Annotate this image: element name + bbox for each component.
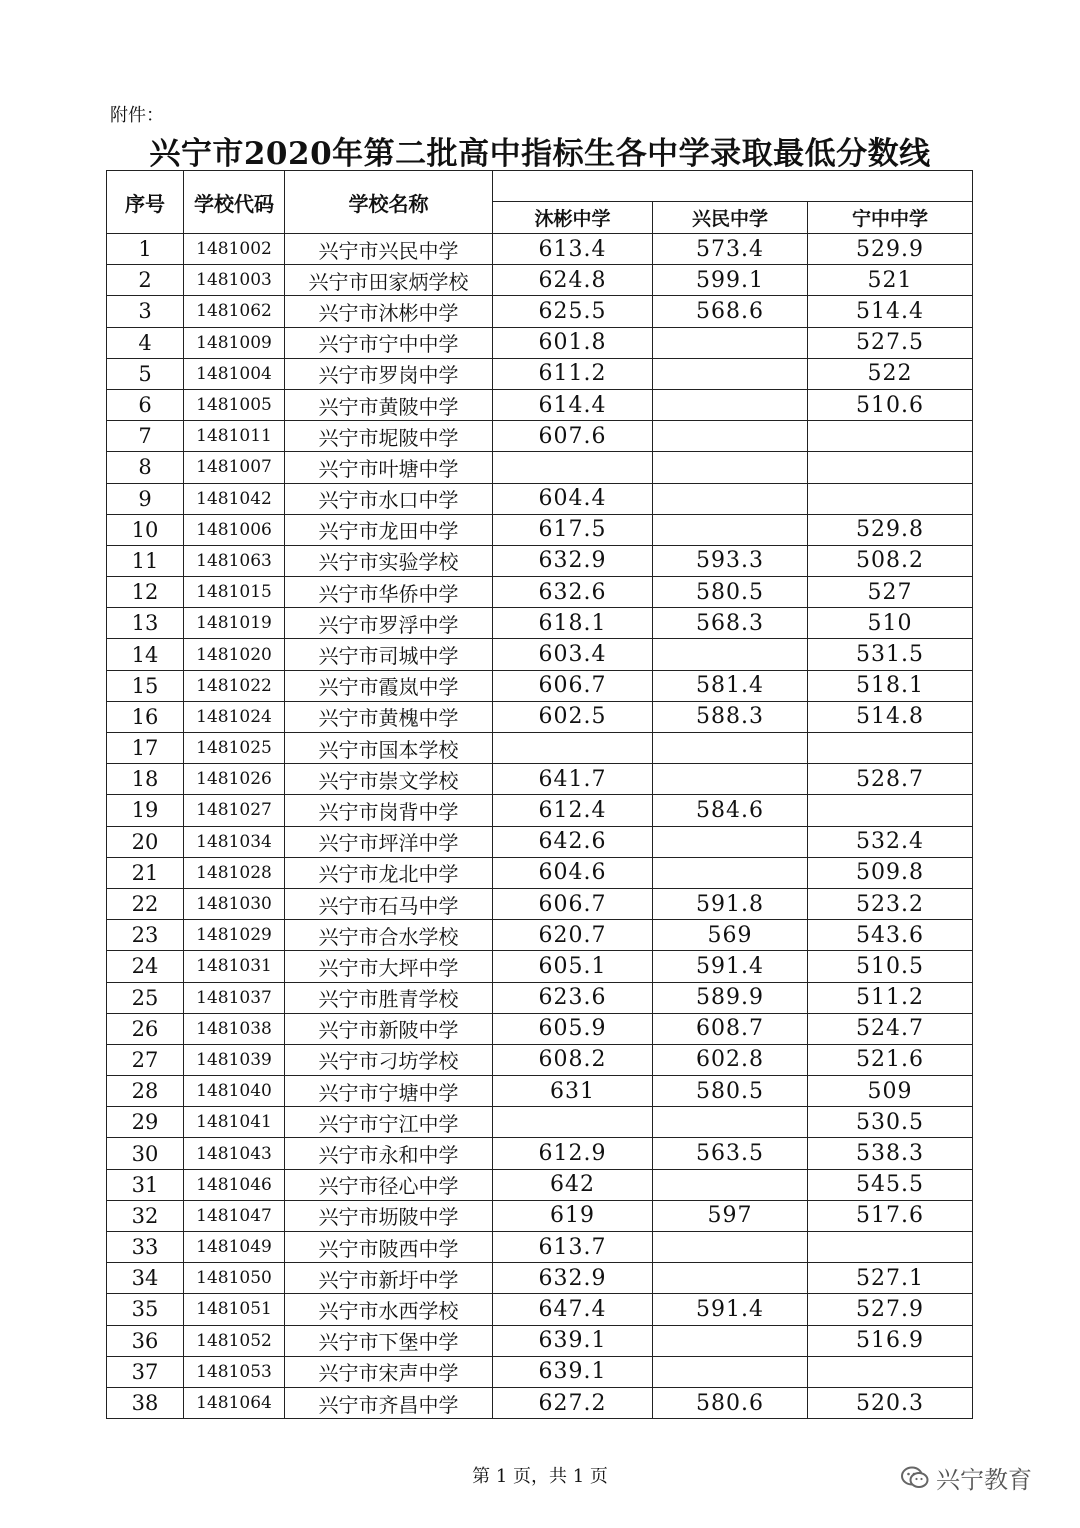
table-row — [107, 639, 973, 670]
score-xingmin — [653, 1356, 808, 1387]
school-name: 兴宁市石马中学 — [285, 888, 493, 919]
row-no: 33 — [107, 1232, 184, 1263]
school-code: 1481042 — [184, 483, 285, 514]
table-row — [107, 1076, 973, 1107]
score-ningzhong: 527.9 — [808, 1294, 973, 1325]
table-row — [107, 545, 973, 576]
school-name: 兴宁市崇文学校 — [285, 764, 493, 795]
score-xingmin: 591.8 — [653, 888, 808, 919]
score-mubin: 608.2 — [493, 1044, 653, 1075]
table-row — [107, 982, 973, 1013]
table-row — [107, 1013, 973, 1044]
score-ningzhong: 527.1 — [808, 1263, 973, 1294]
score-ningzhong: 508.2 — [808, 545, 973, 576]
brand-watermark — [900, 1460, 1032, 1495]
score-mubin: 632.6 — [493, 577, 653, 608]
score-mubin: 614.4 — [493, 389, 653, 420]
score-mubin: 613.4 — [493, 234, 653, 265]
row-no: 3 — [107, 296, 184, 327]
score-xingmin: 568.3 — [653, 608, 808, 639]
row-no: 23 — [107, 920, 184, 951]
header-score-3: 宁中中学 — [808, 202, 973, 234]
score-mubin: 606.7 — [493, 888, 653, 919]
table-row — [107, 1107, 973, 1138]
row-no: 34 — [107, 1263, 184, 1294]
score-ningzhong: 524.7 — [808, 1013, 973, 1044]
school-code: 1481049 — [184, 1232, 285, 1263]
attachment-label: 附件： — [110, 105, 164, 126]
score-ningzhong: 530.5 — [808, 1107, 973, 1138]
row-no: 35 — [107, 1294, 184, 1325]
score-xingmin — [653, 1169, 808, 1200]
score-xingmin: 569 — [653, 920, 808, 951]
school-code: 1481027 — [184, 795, 285, 826]
school-code: 1481038 — [184, 1013, 285, 1044]
score-xingmin: 597 — [653, 1200, 808, 1231]
row-no: 31 — [107, 1169, 184, 1200]
row-no: 14 — [107, 639, 184, 670]
score-ningzhong: 522 — [808, 358, 973, 389]
score-xingmin: 591.4 — [653, 1294, 808, 1325]
school-name: 兴宁市胜青学校 — [285, 982, 493, 1013]
table-row — [107, 483, 973, 514]
school-name: 兴宁市兴民中学 — [285, 234, 493, 265]
score-mubin: 639.1 — [493, 1325, 653, 1356]
score-xingmin: 581.4 — [653, 670, 808, 701]
table-row — [107, 452, 973, 483]
table-row — [107, 1044, 973, 1075]
row-no: 27 — [107, 1044, 184, 1075]
brand-name: 兴宁教育 — [936, 1466, 1032, 1494]
table-row — [107, 421, 973, 452]
row-no: 38 — [107, 1387, 184, 1418]
school-name: 兴宁市宁塘中学 — [285, 1076, 493, 1107]
school-code: 1481019 — [184, 608, 285, 639]
row-no: 6 — [107, 389, 184, 420]
school-name: 兴宁市岗背中学 — [285, 795, 493, 826]
school-name: 兴宁市水西学校 — [285, 1294, 493, 1325]
score-mubin: 617.5 — [493, 514, 653, 545]
score-mubin: 611.2 — [493, 358, 653, 389]
table-row — [107, 1294, 973, 1325]
score-ningzhong: 510 — [808, 608, 973, 639]
school-name: 兴宁市陂西中学 — [285, 1232, 493, 1263]
score-xingmin: 584.6 — [653, 795, 808, 826]
table-row — [107, 514, 973, 545]
school-code: 1481028 — [184, 857, 285, 888]
score-xingmin: 568.6 — [653, 296, 808, 327]
score-ningzhong: 543.6 — [808, 920, 973, 951]
row-no: 20 — [107, 826, 184, 857]
score-xingmin — [653, 421, 808, 452]
row-no: 1 — [107, 234, 184, 265]
row-no: 25 — [107, 982, 184, 1013]
score-xingmin — [653, 1232, 808, 1263]
score-xingmin: 573.4 — [653, 234, 808, 265]
row-no: 8 — [107, 452, 184, 483]
school-name: 兴宁市罗岗中学 — [285, 358, 493, 389]
score-ningzhong: 523.2 — [808, 888, 973, 919]
school-name: 兴宁市齐昌中学 — [285, 1387, 493, 1418]
score-ningzhong: 514.8 — [808, 701, 973, 732]
header-no: 序号 — [107, 171, 184, 234]
row-no: 5 — [107, 358, 184, 389]
table-row — [107, 826, 973, 857]
score-xingmin: 563.5 — [653, 1138, 808, 1169]
score-mubin: 631 — [493, 1076, 653, 1107]
table-row — [107, 920, 973, 951]
school-name: 兴宁市坭陂中学 — [285, 421, 493, 452]
score-xingmin: 589.9 — [653, 982, 808, 1013]
school-code: 1481039 — [184, 1044, 285, 1075]
score-ningzhong — [808, 452, 973, 483]
score-ningzhong: 509 — [808, 1076, 973, 1107]
score-ningzhong: 511.2 — [808, 982, 973, 1013]
score-xingmin: 580.6 — [653, 1387, 808, 1418]
row-no: 15 — [107, 670, 184, 701]
score-ningzhong: 531.5 — [808, 639, 973, 670]
score-xingmin — [653, 826, 808, 857]
score-xingmin: 599.1 — [653, 265, 808, 296]
score-table — [106, 170, 973, 1419]
score-xingmin: 602.8 — [653, 1044, 808, 1075]
school-code: 1481024 — [184, 701, 285, 732]
school-name: 兴宁市大坪中学 — [285, 951, 493, 982]
score-ningzhong — [808, 1232, 973, 1263]
school-code: 1481007 — [184, 452, 285, 483]
school-name: 兴宁市龙北中学 — [285, 857, 493, 888]
school-code: 1481047 — [184, 1200, 285, 1231]
table-row — [107, 1325, 973, 1356]
school-code: 1481037 — [184, 982, 285, 1013]
score-mubin: 647.4 — [493, 1294, 653, 1325]
table-row — [107, 577, 973, 608]
school-name: 兴宁市罗浮中学 — [285, 608, 493, 639]
score-ningzhong: 510.6 — [808, 389, 973, 420]
school-name: 兴宁市宁江中学 — [285, 1107, 493, 1138]
score-ningzhong: 545.5 — [808, 1169, 973, 1200]
row-no: 30 — [107, 1138, 184, 1169]
table-row — [107, 670, 973, 701]
school-code: 1481034 — [184, 826, 285, 857]
score-mubin: 606.7 — [493, 670, 653, 701]
table-row — [107, 764, 973, 795]
score-mubin: 605.9 — [493, 1013, 653, 1044]
header-score-1: 沐彬中学 — [493, 202, 653, 234]
table-row — [107, 1169, 973, 1200]
score-mubin: 607.6 — [493, 421, 653, 452]
score-mubin: 639.1 — [493, 1356, 653, 1387]
school-name: 兴宁市国本学校 — [285, 733, 493, 764]
score-ningzhong — [808, 733, 973, 764]
page-number: 第 1 页，共 1 页 — [472, 1466, 608, 1487]
score-xingmin — [653, 764, 808, 795]
row-no: 16 — [107, 701, 184, 732]
school-code: 1481053 — [184, 1356, 285, 1387]
school-code: 1481015 — [184, 577, 285, 608]
school-code: 1481064 — [184, 1387, 285, 1418]
school-code: 1481046 — [184, 1169, 285, 1200]
table-row — [107, 1356, 973, 1387]
score-ningzhong: 514.4 — [808, 296, 973, 327]
table-row — [107, 951, 973, 982]
table-row — [107, 234, 973, 265]
school-name: 兴宁市宁中中学 — [285, 327, 493, 358]
school-code: 1481051 — [184, 1294, 285, 1325]
page-title: 兴宁市2020年第二批高中指标生各中学录取最低分数线 — [149, 136, 931, 172]
score-mubin: 632.9 — [493, 545, 653, 576]
school-name: 兴宁市华侨中学 — [285, 577, 493, 608]
table-row — [107, 1138, 973, 1169]
school-code: 1481003 — [184, 265, 285, 296]
score-xingmin — [653, 857, 808, 888]
school-code: 1481022 — [184, 670, 285, 701]
school-name: 兴宁市宋声中学 — [285, 1356, 493, 1387]
school-code: 1481011 — [184, 421, 285, 452]
score-xingmin — [653, 1107, 808, 1138]
school-code: 1481006 — [184, 514, 285, 545]
score-xingmin — [653, 514, 808, 545]
score-ningzhong: 520.3 — [808, 1387, 973, 1418]
score-mubin — [493, 733, 653, 764]
score-mubin: 604.6 — [493, 857, 653, 888]
row-no: 10 — [107, 514, 184, 545]
school-name: 兴宁市坜陂中学 — [285, 1200, 493, 1231]
school-code: 1481026 — [184, 764, 285, 795]
school-name: 兴宁市水口中学 — [285, 483, 493, 514]
score-mubin: 623.6 — [493, 982, 653, 1013]
score-mubin: 632.9 — [493, 1263, 653, 1294]
score-xingmin: 580.5 — [653, 1076, 808, 1107]
score-ningzhong: 538.3 — [808, 1138, 973, 1169]
score-ningzhong: 516.9 — [808, 1325, 973, 1356]
wechat-icon — [900, 1465, 930, 1491]
score-mubin: 612.9 — [493, 1138, 653, 1169]
row-no: 28 — [107, 1076, 184, 1107]
score-ningzhong: 528.7 — [808, 764, 973, 795]
school-name: 兴宁市合水学校 — [285, 920, 493, 951]
score-ningzhong — [808, 483, 973, 514]
score-xingmin: 593.3 — [653, 545, 808, 576]
row-no: 29 — [107, 1107, 184, 1138]
table-row — [107, 701, 973, 732]
school-code: 1481050 — [184, 1263, 285, 1294]
table-row — [107, 888, 973, 919]
row-no: 24 — [107, 951, 184, 982]
score-xingmin: 608.7 — [653, 1013, 808, 1044]
row-no: 32 — [107, 1200, 184, 1231]
score-xingmin — [653, 483, 808, 514]
score-xingmin: 591.4 — [653, 951, 808, 982]
school-code: 1481025 — [184, 733, 285, 764]
header-code: 学校代码 — [184, 171, 285, 234]
score-mubin: 625.5 — [493, 296, 653, 327]
score-ningzhong — [808, 795, 973, 826]
table-row — [107, 608, 973, 639]
school-name: 兴宁市下堡中学 — [285, 1325, 493, 1356]
school-name: 兴宁市新圩中学 — [285, 1263, 493, 1294]
score-mubin: 602.5 — [493, 701, 653, 732]
score-ningzhong: 509.8 — [808, 857, 973, 888]
table-row — [107, 296, 973, 327]
score-xingmin — [653, 389, 808, 420]
score-ningzhong: 527.5 — [808, 327, 973, 358]
row-no: 22 — [107, 888, 184, 919]
school-name: 兴宁市坪洋中学 — [285, 826, 493, 857]
school-name: 兴宁市实验学校 — [285, 545, 493, 576]
header-name: 学校名称 — [285, 171, 493, 234]
school-code: 1481052 — [184, 1325, 285, 1356]
school-name: 兴宁市黄槐中学 — [285, 701, 493, 732]
school-name: 兴宁市沐彬中学 — [285, 296, 493, 327]
row-no: 4 — [107, 327, 184, 358]
school-code: 1481002 — [184, 234, 285, 265]
score-mubin: 641.7 — [493, 764, 653, 795]
school-name: 兴宁市刁坊学校 — [285, 1044, 493, 1075]
row-no: 37 — [107, 1356, 184, 1387]
school-name: 兴宁市新陂中学 — [285, 1013, 493, 1044]
table-row — [107, 327, 973, 358]
score-ningzhong: 532.4 — [808, 826, 973, 857]
row-no: 2 — [107, 265, 184, 296]
header-group-blank — [493, 171, 973, 202]
score-ningzhong: 529.8 — [808, 514, 973, 545]
school-name: 兴宁市霞岚中学 — [285, 670, 493, 701]
school-name: 兴宁市司城中学 — [285, 639, 493, 670]
school-code: 1481062 — [184, 296, 285, 327]
row-no: 9 — [107, 483, 184, 514]
score-mubin: 624.8 — [493, 265, 653, 296]
school-name: 兴宁市龙田中学 — [285, 514, 493, 545]
score-xingmin: 588.3 — [653, 701, 808, 732]
score-mubin: 612.4 — [493, 795, 653, 826]
score-xingmin — [653, 733, 808, 764]
school-name: 兴宁市黄陂中学 — [285, 389, 493, 420]
row-no: 21 — [107, 857, 184, 888]
school-code: 1481040 — [184, 1076, 285, 1107]
table-row — [107, 733, 973, 764]
school-name: 兴宁市田家炳学校 — [285, 265, 493, 296]
row-no: 17 — [107, 733, 184, 764]
school-code: 1481031 — [184, 951, 285, 982]
school-code: 1481005 — [184, 389, 285, 420]
table-row — [107, 389, 973, 420]
score-ningzhong: 521 — [808, 265, 973, 296]
score-xingmin — [653, 327, 808, 358]
score-mubin — [493, 452, 653, 483]
table-row — [107, 857, 973, 888]
score-xingmin — [653, 639, 808, 670]
table-row — [107, 1263, 973, 1294]
table-row — [107, 1387, 973, 1418]
score-ningzhong — [808, 421, 973, 452]
score-mubin: 605.1 — [493, 951, 653, 982]
table-row — [107, 265, 973, 296]
score-mubin — [493, 1107, 653, 1138]
score-mubin: 604.4 — [493, 483, 653, 514]
school-code: 1481030 — [184, 888, 285, 919]
row-no: 36 — [107, 1325, 184, 1356]
school-code: 1481004 — [184, 358, 285, 389]
score-mubin: 627.2 — [493, 1387, 653, 1418]
row-no: 12 — [107, 577, 184, 608]
row-no: 19 — [107, 795, 184, 826]
row-no: 26 — [107, 1013, 184, 1044]
score-ningzhong: 529.9 — [808, 234, 973, 265]
score-xingmin — [653, 452, 808, 483]
score-mubin: 603.4 — [493, 639, 653, 670]
score-mubin: 618.1 — [493, 608, 653, 639]
score-xingmin — [653, 358, 808, 389]
school-name: 兴宁市永和中学 — [285, 1138, 493, 1169]
school-code: 1481063 — [184, 545, 285, 576]
score-mubin: 601.8 — [493, 327, 653, 358]
table-row — [107, 795, 973, 826]
table-row — [107, 358, 973, 389]
score-ningzhong: 518.1 — [808, 670, 973, 701]
row-no: 13 — [107, 608, 184, 639]
score-mubin: 619 — [493, 1200, 653, 1231]
score-mubin: 613.7 — [493, 1232, 653, 1263]
score-ningzhong: 527 — [808, 577, 973, 608]
row-no: 18 — [107, 764, 184, 795]
school-name: 兴宁市叶塘中学 — [285, 452, 493, 483]
school-code: 1481043 — [184, 1138, 285, 1169]
school-code: 1481009 — [184, 327, 285, 358]
school-code: 1481020 — [184, 639, 285, 670]
row-no: 11 — [107, 545, 184, 576]
school-name: 兴宁市径心中学 — [285, 1169, 493, 1200]
score-ningzhong — [808, 1356, 973, 1387]
school-code: 1481029 — [184, 920, 285, 951]
score-mubin: 620.7 — [493, 920, 653, 951]
score-mubin: 642.6 — [493, 826, 653, 857]
header-score-2: 兴民中学 — [653, 202, 808, 234]
score-ningzhong: 510.5 — [808, 951, 973, 982]
table-row — [107, 1232, 973, 1263]
table-row — [107, 1200, 973, 1231]
school-code: 1481041 — [184, 1107, 285, 1138]
score-mubin: 642 — [493, 1169, 653, 1200]
score-xingmin — [653, 1263, 808, 1294]
score-xingmin — [653, 1325, 808, 1356]
score-ningzhong: 517.6 — [808, 1200, 973, 1231]
row-no: 7 — [107, 421, 184, 452]
score-xingmin: 580.5 — [653, 577, 808, 608]
score-ningzhong: 521.6 — [808, 1044, 973, 1075]
